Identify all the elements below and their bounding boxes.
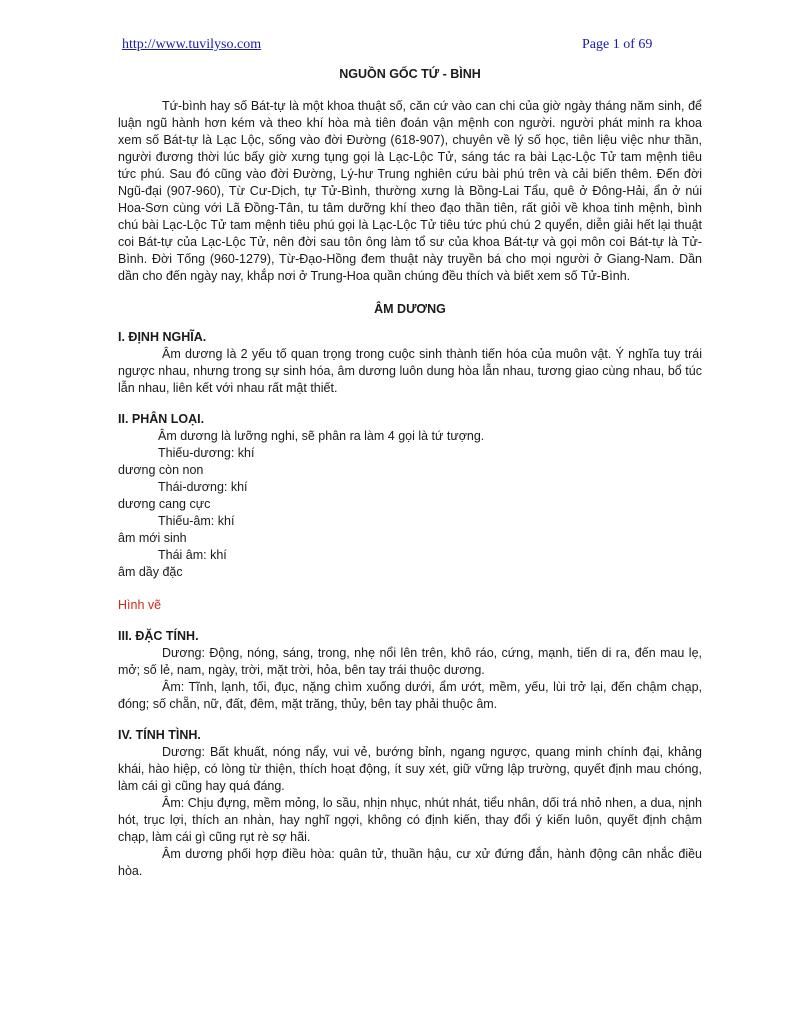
classification-term: Thái-dương: khí: [158, 480, 248, 494]
page-number: Page 1 of 69: [582, 37, 653, 52]
classification-term: Thái âm: khí: [158, 548, 227, 562]
intro-paragraph: Tứ-bình hay số Bát-tự là một khoa thuật số, căn cứ vào can chi của giờ ngày tháng năm sinh, để luận ngũ hành hơn kém và theo khí hòa mà tiên đoán vận mệnh con người. người phát minh ra khoa xem số Bát-tự là Lạc Lộc, sống vào đời Đường (618-907), chuyên về lý số học, tiên liệu việc như thần, người đương thời lúc bấy giờ xưng tụng gọi là Lạc-Lộc Tử, sáng tác ra bài Lạc-Lộc Tử tam mệnh tiêu tức phú. Sau đó cũng vào đời Đường, Lý-hư Trung nghiên cứu bài phú trên và cải biến thêm. Đến đời Ngũ-đại (907-960), Từ Cư-Dịch, tự Tử-Bình, thường xưng là Bồng-Lai Tẩu, quê ở Đông-Hải, ẩn ở núi Hoa-Sơn cùng với Lã Đồng-Tân, tu tâm dưỡng khí theo đạo thần tiên, rất giỏi về khoa tinh mệnh, bình chú bài Lạc-Lộc Tử tam mệnh tiêu phú gọi là Lạc-Lộc Tử tiêu tức phú chú 2 quyển, diễn giải hết lại thuật coi Bát-tự của Lạc-Lộc Tử, nên đời sau tôn ông làm tổ sư của khoa Bát-tự và gọi môn coi Bát-tự là Tử-Bình. Đời Tống (960-1279), Từ-Đạo-Hồng đem thuật này truyền bá cho mọi người ở Giang-Nam. Dần dần cho đến ngày nay, khắp nơi ở Trung-Hoa quần chúng đều thích và biết xem số Tử-Bình.: [118, 99, 702, 283]
classification-term: Thiếu-dương: khí: [158, 446, 255, 460]
characteristic-yin-paragraph: Âm: Tĩnh, lạnh, tối, đục, nặng chìm xuống dưới, ẩm ướt, mềm, yếu, lùi trở lại, đến chậm chạp, đóng; số chẵn, nữ, đất, đêm, mặt trăng, thủy, bên tay phải thuộc âm.: [118, 680, 702, 711]
document-body: [118, 66, 702, 880]
temperament-yin-paragraph: Âm: Chịu đựng, mềm mỏng, lo sầu, nhịn nhục, nhút nhát, tiểu nhân, dối trá nhỏ nhen, a dua, nịnh hót, trục lợi, thích an nhàn, hay nghĩ ngợi, không có định kiến, thay đổi ý kiến luôn, quyết định chậm chạp, làm cái gì cũng rụt rè sợ hãi.: [118, 796, 702, 844]
definition-paragraph: Âm dương là 2 yếu tố quan trọng trong cuộc sinh thành tiến hóa của muôn vật. Ý nghĩa tuy trái ngược nhau, nhưng trong sự sinh hóa, âm dương luôn dung hòa lẫn nhau, tương giao cùng nhau, bổ túc lẫn nhau, liên kết với nhau rất mật thiết.: [118, 347, 702, 395]
temperament-yang-paragraph: Dương: Bất khuất, nóng nẩy, vui vẻ, bướng bỉnh, ngang ngược, quang minh chính đại, khảng khái, hào hiệp, có lòng từ thiện, thích hoạt động, ít suy xét, giữ vững lập trường, quyết định mau chóng, làm cái gì cũng hay quá đáng.: [118, 745, 702, 793]
classification-desc: âm dầy đặc: [118, 565, 183, 579]
document-title: NGUỒN GỐC TỨ - BÌNH: [339, 67, 481, 81]
classification-desc: dương cang cực: [118, 497, 211, 511]
classification-desc: dương còn non: [118, 463, 204, 477]
classification-term: Thiếu-âm: khí: [158, 514, 235, 528]
classification-desc: âm mới sinh: [118, 531, 187, 545]
section-title-am-duong: ÂM DƯƠNG: [374, 302, 446, 316]
classification-intro: Âm dương là lưỡng nghi, sẽ phân ra làm 4 gọi là tứ tượng.: [158, 429, 485, 443]
heading-dac-tinh: III. ĐẶC TÍNH.: [118, 629, 199, 643]
figure-placeholder-label: Hình vẽ: [118, 598, 162, 612]
characteristic-yang-paragraph: Dương: Động, nóng, sáng, trong, nhẹ nổi lên trên, khô ráo, cứng, mạnh, tiến di ra, đến mau lẹ, mở; số lẻ, nam, ngày, trời, mặt trời, hỏa, bên tay trái thuộc dương.: [118, 646, 702, 677]
heading-phan-loai: II. PHÂN LOẠI.: [118, 412, 205, 426]
site-url-link[interactable]: http://www.tuvilyso.com: [122, 37, 262, 52]
heading-tinh-tinh: IV. TÍNH TÌNH.: [118, 728, 201, 742]
temperament-balance-paragraph: Âm dương phối hợp điều hòa: quân tử, thuần hậu, cư xử đứng đắn, hành động cân nhắc điều hòa.: [118, 847, 702, 878]
heading-dinh-nghia: I. ĐỊNH NGHĨA.: [118, 330, 207, 344]
